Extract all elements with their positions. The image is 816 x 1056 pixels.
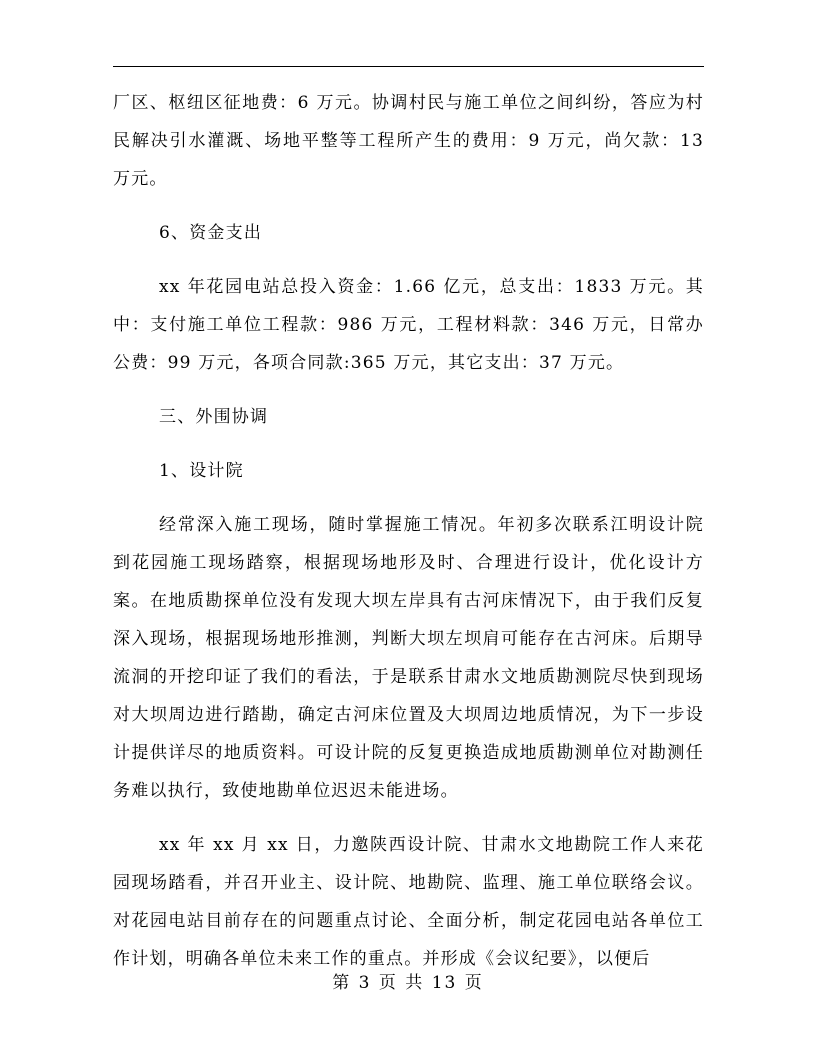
heading-external-coordination: 三、外围协调	[159, 407, 269, 427]
paragraph-fund-expenditure: xx 年花园电站总投入资金：1.66 亿元，总支出：1833 万元。其中：支付施工单位工程款：986 万元，工程材料款：346 万元，日常办公费：99 万元，各项合同款:365 万元，其它支出：37 万元。	[113, 277, 704, 373]
footer-current-page: 3	[358, 973, 372, 993]
footer-total-pages: 13	[431, 973, 458, 993]
paragraph-meeting: xx 年 xx 月 xx 日，力邀陕西设计院、甘肃水文地勘院工作人来花园现场踏看，并召开业主、设计院、地勘院、监理、施工单位联络会议。对花园电站目前存在的问题重点讨论、全面分析，制定花园电站各单位工作计划，明确各单位未来工作的重点。并形成《会议纪要》，以便后	[113, 835, 704, 969]
footer-prefix: 第	[332, 973, 352, 993]
page-footer	[0, 968, 816, 993]
heading-fund-expenditure: 6、资金支出	[159, 223, 263, 243]
footer-suffix: 页	[464, 973, 484, 993]
footer-middle: 页 共	[378, 973, 425, 993]
document-body	[113, 84, 704, 994]
header-rule	[113, 66, 704, 67]
heading-design-institute: 1、设计院	[159, 461, 244, 481]
paragraph-design-institute: 经常深入施工现场，随时掌握施工情况。年初多次联系江明设计院到花园施工现场踏察，根据现场地形及时、合理进行设计，优化设计方案。在地质勘探单位没有发现大坝左岸具有古河床情况下，由于我们反复深入现场，根据现场地形推测，判断大坝左坝肩可能存在古河床。后期导流洞的开挖印证了我们的看法，于是联系甘肃水文地质勘测院尽快到现场对大坝周边进行踏勘，确定古河床位置及大坝周边地质情况，为下一步设计提供详尽的地质资料。可设计院的反复更换造成地质勘测单位对勘测任务难以执行，致使地勘单位迟迟未能进场。	[113, 515, 704, 801]
paragraph-land-fees: 厂区、枢纽区征地费：6 万元。协调村民与施工单位之间纠纷，答应为村民解决引水灌溉、场地平整等工程所产生的费用：9 万元，尚欠款：13 万元。	[113, 93, 704, 189]
